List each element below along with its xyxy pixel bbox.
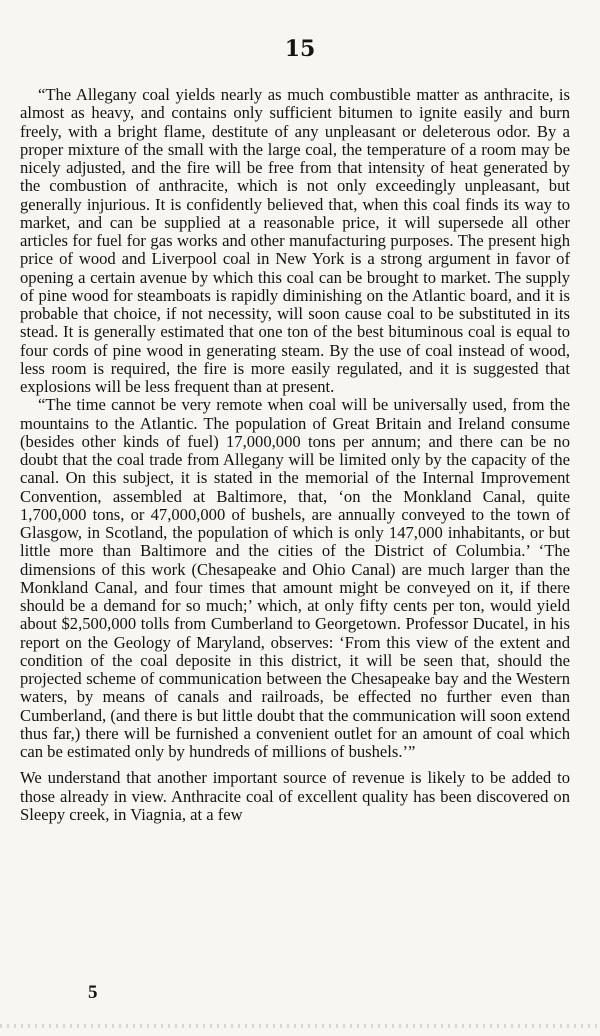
- paragraph-allegany-coal: “The Allegany coal yields nearly as much combustible matter as anthracite, is almost as heavy, and contains only sufficient bitumen to ignite easily and burn freely, with a bright flame, destitute of any unpleasant or deleterous odor. By a proper mixture of the small with the large coal, the temperature of a room may be nicely adjusted, and the fire will be free from that intensity of heat generated by the combustion of anthracite, which is not only exceedingly unpleasant, but generally injurious. It is confidently believed that, when this coal finds its way to market, and can be supplied at a reasonable price, it will supersede all other articles for fuel for gas works and other manufacturing purposes. The present high price of wood and Liverpool coal in New York is a strong argument in favor of opening a certain avenue by which this coal can be brought to market. The supply of pine wood for steamboats is rapidly diminishing on the Atlantic board, and it is probable that choice, if not necessity, will soon cause coal to be substituted in its stead. It is generally estimated that one ton of the best bituminous coal is equal to four cords of pine wood in generating steam. By the use of coal instead of wood, less room is required, the fire is more easily regulated, and it is suggested that explosions will be less frequent than at present.: [20, 85, 570, 396]
- body-text: [20, 86, 570, 824]
- scan-noise-divider: [0, 1024, 600, 1028]
- signature-mark: 5: [88, 982, 98, 1003]
- page-number: 15: [284, 36, 316, 62]
- paragraph-revenue: We understand that another important source of revenue is likely to be added to those already in view. Anthracite coal of excellent quality has been discovered on Sleepy creek, in Viagnia, at a few: [20, 768, 570, 824]
- paragraph-coal-trade: “The time cannot be very remote when coal will be universally used, from the mountains to the Atlantic. The population of Great Britain and Ireland consume (besides other kinds of fuel) 17,000,000 tons per annum; and there can be no doubt that the coal trade from Allegany will be limited only by the capacity of the canal. On this subject, it is stated in the memorial of the Internal Improvement Convention, assembled at Baltimore, that, ‘on the Monkland Canal, quite 1,700,000 tons, or 47,000,000 of bushels, are annually conveyed to the town of Glasgow, in Scotland, the population of which is only 147,000 inhabitants, or but little more than Baltimore and the cities of the District of Columbia.’ ‘The dimensions of this work (Chesapeake and Ohio Canal) are much larger than the Monkland Canal, and four times that amount might be conveyed on it, if there should be a demand for so much;’ which, at only fifty cents per ton, would yield about $2,500,000 tolls from Cumberland to Georgetown. Professor Ducatel, in his report on the Geology of Maryland, observes: ‘From this view of the extent and condition of the coal deposite in this district, it will be seen that, should the projected scheme of communication between the Chesapeake bay and the Western waters, by means of canals and railroads, be effected no further even than Cumberland, (and there is but little doubt that the communication will soon extend thus far,) there will be furnished a convenient outlet for an amount of coal which can be estimated only by hundreds of millions of bushels.’”: [20, 395, 570, 761]
